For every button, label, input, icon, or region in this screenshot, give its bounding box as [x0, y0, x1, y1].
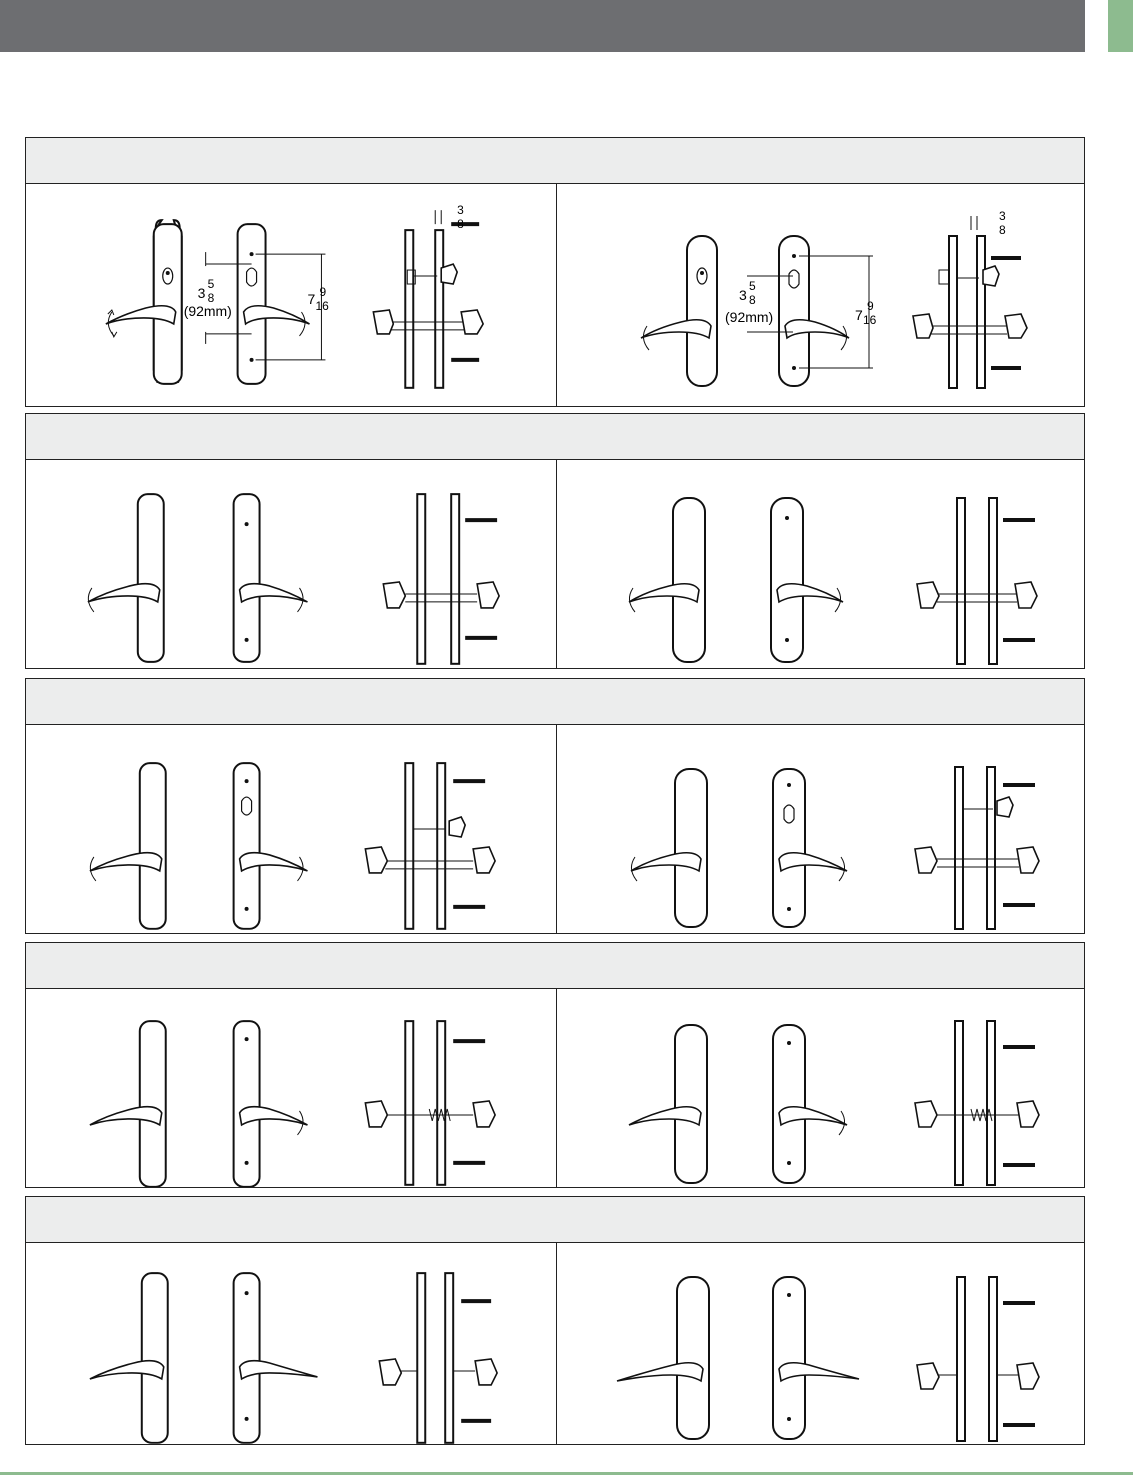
- section-3-right-diagram: [557, 725, 1084, 933]
- side-view-assembly: [915, 767, 1039, 929]
- section-5-header: [26, 1197, 1084, 1243]
- interior-lever: [777, 584, 843, 602]
- side-view-assembly: [913, 216, 1027, 388]
- side-view-assembly: [917, 1277, 1039, 1441]
- section-1: [25, 137, 1085, 407]
- exterior-plate: [673, 498, 705, 662]
- interior-plate: [779, 236, 809, 386]
- depth-dimension-den: 8: [999, 223, 1006, 237]
- footer-rule: [0, 1472, 1133, 1475]
- height-dimension-den: 16: [315, 298, 329, 313]
- exterior-plate: [675, 1025, 707, 1183]
- section-3: [25, 678, 1085, 934]
- side-view-assembly: [365, 763, 495, 929]
- interior-lever: [240, 853, 308, 871]
- section-3-header: [26, 679, 1084, 725]
- interior-lever: [779, 1107, 847, 1125]
- interior-plate: [773, 1277, 805, 1439]
- side-view-assembly: [365, 1021, 495, 1185]
- depth-dimension-num: 3: [457, 203, 464, 218]
- spacing-dimension-metric: (92mm): [183, 302, 232, 319]
- section-3-left-diagram: [26, 725, 557, 933]
- interior-lever: [779, 853, 847, 871]
- exterior-lever: [631, 853, 701, 871]
- depth-dimension-den: 8: [457, 217, 464, 232]
- height-dimension-num: 9: [319, 284, 327, 299]
- side-view-assembly: [917, 498, 1037, 664]
- exterior-plate: [142, 1273, 168, 1443]
- section-1-header: [26, 138, 1084, 184]
- interior-lever: [240, 1107, 308, 1125]
- depth-dimension-num: 3: [999, 209, 1006, 223]
- exterior-plate: [677, 1277, 709, 1439]
- side-view-assembly: [383, 494, 499, 664]
- spacing-dimension-whole: 3: [739, 287, 747, 303]
- height-dimension-num: 9: [867, 299, 874, 313]
- side-view-assembly: [373, 210, 483, 388]
- height-dimension-whole: 7: [307, 290, 316, 307]
- section-2-header: [26, 414, 1084, 460]
- spacing-dimension-whole: 3: [197, 284, 206, 301]
- section-5: [25, 1196, 1085, 1445]
- section-4-left-diagram: [26, 989, 557, 1187]
- section-1-left-diagram: [26, 184, 557, 406]
- interior-plate: [773, 769, 805, 927]
- interior-plate: [771, 498, 803, 662]
- height-dimension-den: 16: [863, 313, 877, 327]
- section-4-header: [26, 943, 1084, 989]
- exterior-plate: [675, 769, 707, 927]
- height-dimension-whole: 7: [855, 307, 863, 323]
- exterior-plate: [140, 1021, 166, 1187]
- interior-plate: [773, 1025, 805, 1183]
- header-bar: [0, 0, 1085, 52]
- section-2-left-diagram: [26, 460, 557, 668]
- spacing-dimension-den: 8: [207, 290, 215, 305]
- interior-plate: [234, 763, 260, 929]
- spacing-dimension-den: 8: [749, 293, 756, 307]
- exterior-plate: [154, 220, 182, 384]
- exterior-plate: [138, 494, 164, 662]
- section-2-right-diagram: [557, 460, 1084, 668]
- exterior-plate: [687, 236, 717, 386]
- exterior-plate: [140, 763, 166, 929]
- section-4-right-diagram: [557, 989, 1084, 1187]
- section-5-right-diagram: [557, 1243, 1084, 1444]
- section-side-tab: [1108, 0, 1133, 52]
- interior-lever: [240, 584, 308, 602]
- spacing-dimension-metric: (92mm): [725, 309, 774, 325]
- section-1-right-diagram: [557, 184, 1084, 406]
- interior-plate: [234, 494, 260, 662]
- spacing-dimension-num: 5: [207, 277, 215, 292]
- section-5-left-diagram: [26, 1243, 557, 1444]
- side-view-assembly: [379, 1273, 497, 1443]
- side-view-assembly: [915, 1021, 1039, 1185]
- exterior-lever: [629, 584, 699, 602]
- section-2: [25, 413, 1085, 669]
- spacing-dimension-num: 5: [749, 279, 756, 293]
- section-4: [25, 942, 1085, 1188]
